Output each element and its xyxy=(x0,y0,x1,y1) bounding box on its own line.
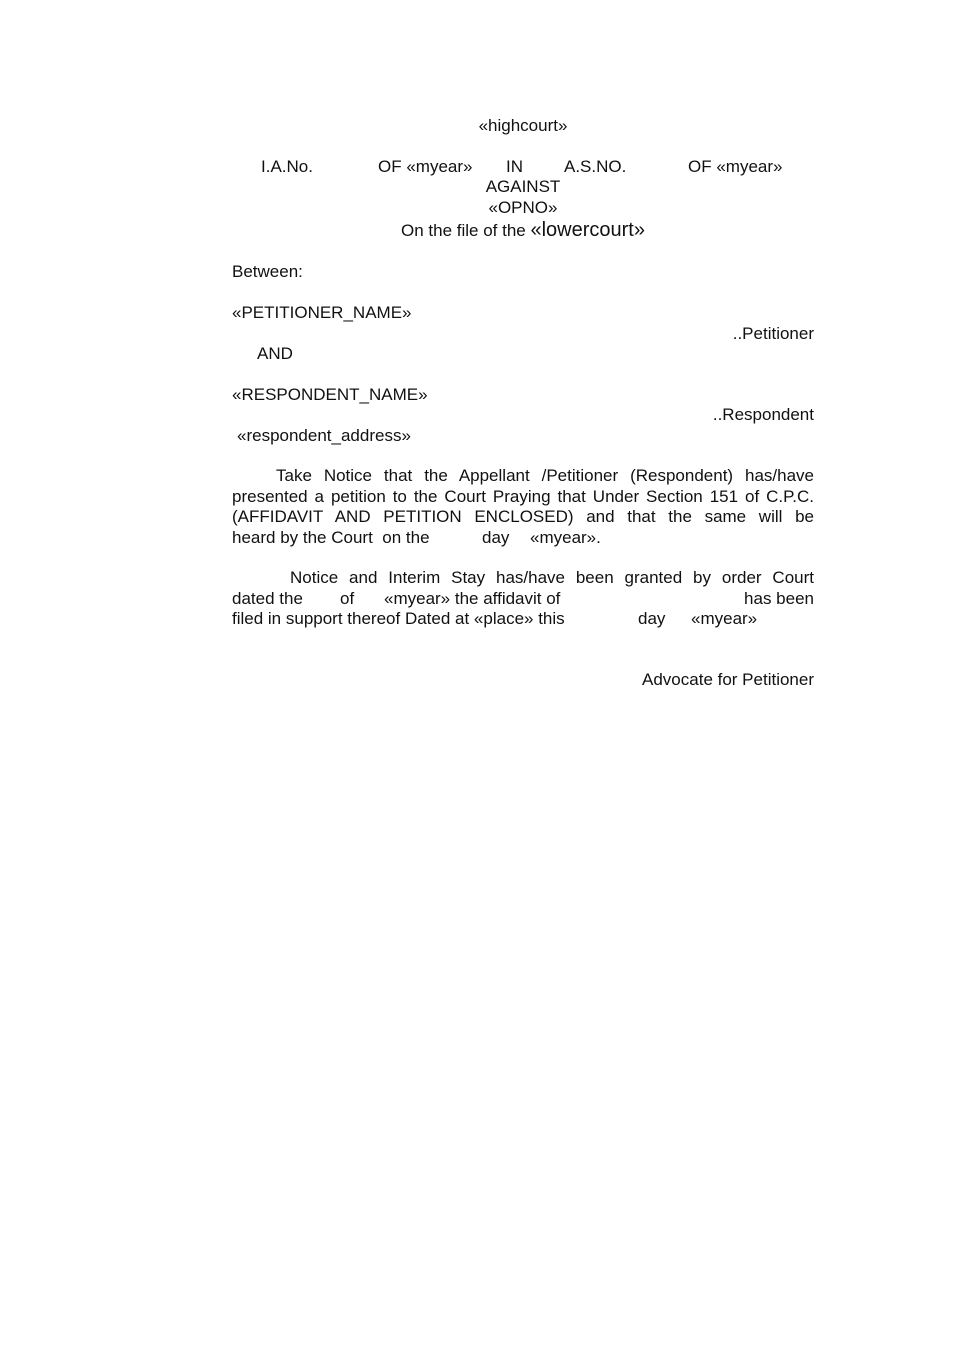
respondent-role: ..Respondent xyxy=(712,405,814,424)
lower-court: «lowercourt» xyxy=(530,219,645,241)
lower-court-line xyxy=(232,220,814,242)
as-no-label: A.S.NO. xyxy=(564,157,627,176)
day-label-2: day xyxy=(638,609,666,628)
dated-year: «myear» xyxy=(691,609,758,628)
respondent-address: «respondent_address» xyxy=(237,426,411,445)
in-label: IN xyxy=(506,157,523,176)
notice-line-1: Take Notice that the Appellant /Petitioner (Respondent) has/have xyxy=(276,466,814,485)
ia-year: OF «myear» xyxy=(378,157,473,176)
petitioner-role: ..Petitioner xyxy=(732,324,814,343)
opno: «OPNO» xyxy=(488,198,558,217)
as-year: OF «myear» xyxy=(688,157,783,176)
court-name: «highcourt» xyxy=(478,116,568,135)
against-label: AGAINST xyxy=(485,177,561,196)
affidavit-text: «myear» the affidavit of xyxy=(384,588,561,608)
respondent-name: «RESPONDENT_NAME» xyxy=(232,385,428,404)
between-label: Between: xyxy=(232,262,303,281)
filed-text: filed in support thereof Dated at «place» this xyxy=(232,609,565,628)
notice-paragraph xyxy=(232,466,814,548)
day-label: day xyxy=(482,527,510,547)
dated-the-text: dated the xyxy=(232,588,303,608)
advocate-signature-label: Advocate for Petitioner xyxy=(642,670,814,689)
hearing-year: «myear». xyxy=(530,527,601,547)
petitioner-name: «PETITIONER_NAME» xyxy=(232,303,412,322)
notice-line-2: presented a petition to the Court Praying that Under Section 151 of C.P.C. xyxy=(232,486,814,506)
notice-line-4 xyxy=(232,528,814,549)
and-label: AND xyxy=(257,344,293,363)
heard-by-text: heard by the Court on the xyxy=(232,527,430,547)
notice-line-3: (AFFIDAVIT AND PETITION ENCLOSED) and that the same will be xyxy=(232,507,814,526)
stay-line-1: Notice and Interim Stay has/have been granted by order Court xyxy=(290,568,814,587)
stay-paragraph xyxy=(232,568,814,630)
on-file-label: On the file of the xyxy=(401,221,531,240)
has-been-text: has been xyxy=(744,588,814,608)
of-text: of xyxy=(340,588,355,608)
stay-line-2 xyxy=(232,589,814,610)
ia-no-label: I.A.No. xyxy=(261,157,313,176)
stay-line-3 xyxy=(232,609,814,630)
